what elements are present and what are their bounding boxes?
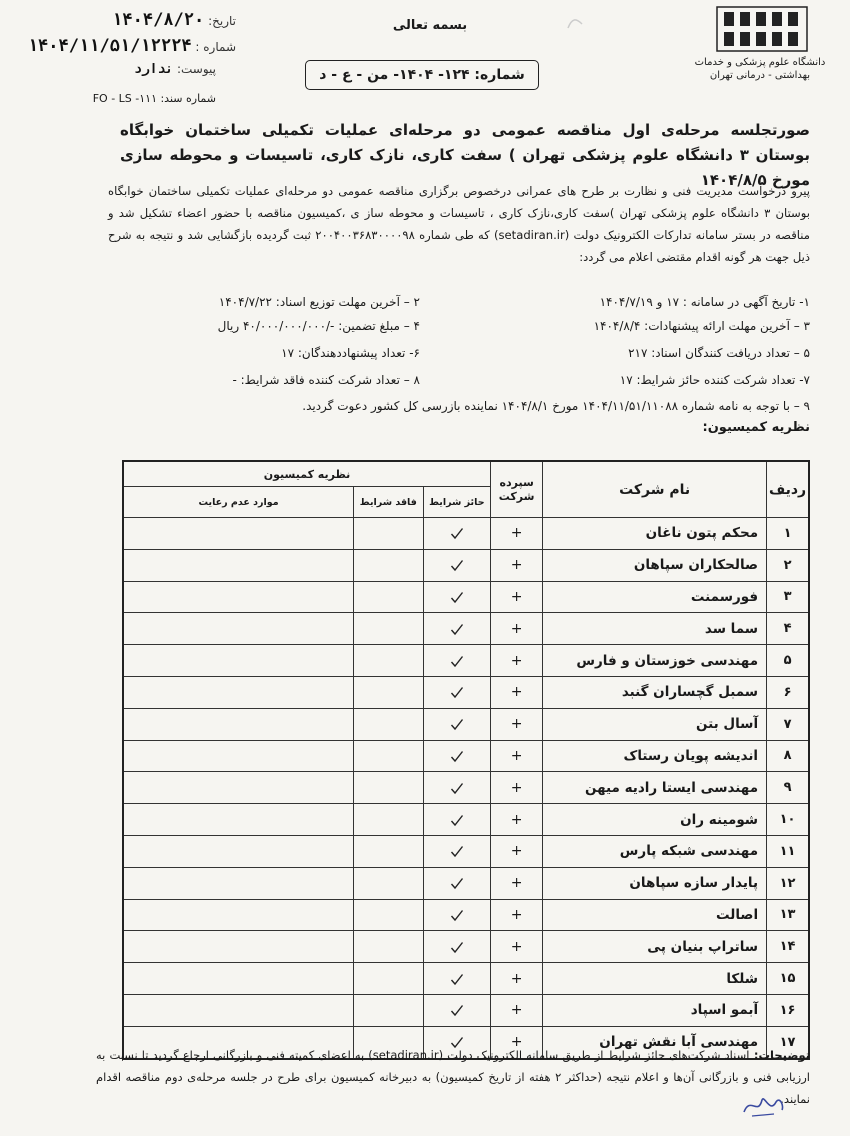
table-row <box>123 708 809 740</box>
qualified-cell <box>423 931 490 963</box>
row-number: ۴ <box>767 613 809 645</box>
unqualified-cell <box>354 676 424 708</box>
unqualified-cell <box>354 740 424 772</box>
row-number: ۵ <box>767 645 809 677</box>
qualified-cell <box>423 645 490 677</box>
company-name: شلکا <box>543 963 767 995</box>
attachment-label: پیوست: <box>173 62 216 76</box>
university-logo-icon <box>716 6 808 52</box>
company-name: سمبل گچساران گنبد <box>543 676 767 708</box>
deposit-mark: + <box>491 645 543 677</box>
detail-item: ۲ – آخرین مهلت توزیع اسناد: ۱۴۰۴/۷/۲۲ <box>218 295 420 309</box>
unqualified-cell <box>354 931 424 963</box>
deposit-mark: + <box>491 867 543 899</box>
row-number: ۱۱ <box>767 835 809 867</box>
doc-number: شماره سند: ۱۱۱- FO - LS <box>92 92 216 105</box>
date-label: تاریخ: <box>204 14 236 28</box>
checkmark-icon <box>450 973 464 986</box>
row-number: ۱ <box>767 518 809 550</box>
table-row <box>123 549 809 581</box>
date-value: ۱۴۰۴/۸/۲۰ <box>112 10 205 30</box>
unqualified-cell <box>354 581 424 613</box>
company-name: شومینه ران <box>543 804 767 836</box>
checkmark-icon <box>450 686 464 699</box>
header-commission: نظریه کمیسیون <box>123 461 491 487</box>
unqualified-cell <box>354 867 424 899</box>
table-row <box>123 613 809 645</box>
detail-item: ۳ – آخرین مهلت ارائه پیشنهادات: ۱۴۰۴/۸/۴ <box>593 319 810 333</box>
notes-paragraph <box>96 1044 810 1110</box>
qualified-cell <box>423 613 490 645</box>
noncompliance-cell <box>123 931 354 963</box>
noncompliance-cell <box>123 708 354 740</box>
noncompliance-cell <box>123 581 354 613</box>
qualified-cell <box>423 676 490 708</box>
company-name: سما سد <box>543 613 767 645</box>
qualified-cell <box>423 581 490 613</box>
row-number: ۱۵ <box>767 963 809 995</box>
row-number: ۳ <box>767 581 809 613</box>
company-name: اصالت <box>543 899 767 931</box>
detail-item: ۱- تاریخ آگهی در سامانه : ۱۷ و ۱۴۰۴/۷/۱۹ <box>599 295 810 309</box>
row-number: ۱۳ <box>767 899 809 931</box>
table-row <box>123 931 809 963</box>
detail-item: ۸ – تعداد شرکت کننده فاقد شرایط: - <box>232 373 420 387</box>
row-number: ۶ <box>767 676 809 708</box>
noncompliance-cell <box>123 804 354 836</box>
notes-label: توضیحات: <box>749 1048 810 1062</box>
noncompliance-cell <box>123 899 354 931</box>
row-number: ۸ <box>767 740 809 772</box>
checkmark-icon <box>450 782 464 795</box>
signature-icon <box>740 1086 788 1122</box>
noncompliance-cell <box>123 867 354 899</box>
header-deposit: سپرده شرکت <box>491 461 543 518</box>
unqualified-cell <box>354 899 424 931</box>
noncompliance-cell <box>123 740 354 772</box>
noncompliance-cell <box>123 835 354 867</box>
table-row <box>123 740 809 772</box>
deposit-mark: + <box>491 676 543 708</box>
row-number: ۱۰ <box>767 804 809 836</box>
detail-item: ۷- تعداد شرکت کننده حائز شرایط: ۱۷ <box>619 373 810 387</box>
qualified-cell <box>423 899 490 931</box>
intro-paragraph: پیرو درخواست مدیریت فنی و نظارت بر طرح های عمرانی درخصوص برگزاری مناقصه عمومی دو مرحله‌ای عملیات تکمیلی ساختمان خوابگاه بوستان ۳ دانشگاه علوم پزشکی تهران )سفت کاری،نازک کاری ، تاسیسات و محوطه ساز ی ،کمیسیون مناقصه با حضور اعضاء تشکیل شد و مناقصه در بستر سامانه تدارکات الکترونیک دولت (setadiran.ir) که طی شماره ۲۰۰۴۰۰۳۶۸۳۰۰۰۰۹۸ ثبت گردیده بازگشایی شد و نتیجه به شرح ذیل جهت هر گونه اقدام مقتضی اعلام می گردد: <box>108 184 811 264</box>
scribble-mark-icon <box>566 16 584 32</box>
checkmark-icon <box>450 718 464 731</box>
deposit-mark: + <box>491 899 543 931</box>
row-number: ۲ <box>767 549 809 581</box>
row-number: ۱۷ <box>767 1026 809 1058</box>
header-qualified: حائز شرایط <box>423 487 490 518</box>
basmala-heading: بسمه تعالی <box>392 18 468 33</box>
row-number: ۱۴ <box>767 931 809 963</box>
header-radif: ردیف <box>767 461 809 518</box>
noncompliance-cell <box>123 963 354 995</box>
deposit-mark: + <box>491 804 543 836</box>
qualified-cell <box>423 549 490 581</box>
table-row <box>123 581 809 613</box>
checkmark-icon <box>450 941 464 954</box>
checkmark-icon <box>450 845 464 858</box>
checkmark-icon <box>450 750 464 763</box>
noncompliance-cell <box>123 645 354 677</box>
companies-table <box>122 460 810 1060</box>
deposit-mark: + <box>491 708 543 740</box>
table-row <box>123 518 809 550</box>
checkmark-icon <box>450 877 464 890</box>
checkmark-icon <box>450 591 464 604</box>
noncompliance-cell <box>123 549 354 581</box>
company-name: آسال بتن <box>543 708 767 740</box>
company-name: صالحکاران سپاهان <box>543 549 767 581</box>
attachment-value: ندارد <box>134 62 174 77</box>
company-name: مهندسی ایستا رادیه میهن <box>543 772 767 804</box>
deposit-mark: + <box>491 963 543 995</box>
deposit-mark: + <box>491 581 543 613</box>
detail-item: ۴ – مبلغ تضمین: -/۴۰/۰۰۰/۰۰۰/۰۰۰ ریال <box>217 319 420 333</box>
qualified-cell <box>423 963 490 995</box>
deposit-mark: + <box>491 740 543 772</box>
row-number: ۱۲ <box>767 867 809 899</box>
header-company: نام شرکت <box>543 461 767 518</box>
checkmark-icon <box>450 909 464 922</box>
noncompliance-cell <box>123 772 354 804</box>
unqualified-cell <box>354 963 424 995</box>
row-number: ۹ <box>767 772 809 804</box>
companies-table-body <box>123 518 809 1059</box>
minutes-title: صورتجلسه مرحله‌ی اول مناقصه عمومی دو مرحله‌ای عملیات تکمیلی ساختمان خوابگاه بوستان ۳ دانشگاه علوم پزشکی تهران ) سفت کاری، نازک کاری، تاسیسات و محوطه سازی مورخ ۱۴۰۴/۸/۵ <box>120 121 810 189</box>
row-number: ۷ <box>767 708 809 740</box>
table-row <box>123 645 809 677</box>
noncompliance-cell <box>123 613 354 645</box>
qualified-cell <box>423 867 490 899</box>
noncompliance-cell <box>123 518 354 550</box>
company-name: فورسمنت <box>543 581 767 613</box>
inspection-notice: ۹ – با توجه به نامه شماره ۱۴۰۴/۱۱/۵۱/۱۱۰۸۸ مورخ ۱۴۰۴/۸/۱ نماینده بازرسی کل کشور دعوت گردید. <box>302 399 810 413</box>
unqualified-cell <box>354 518 424 550</box>
company-name: ساتراپ بنیان پی <box>543 931 767 963</box>
checkmark-icon <box>450 559 464 572</box>
company-name: آبمو اسپاد <box>543 994 767 1026</box>
company-name: اندیشه پویان رستاک <box>543 740 767 772</box>
deposit-mark: + <box>491 613 543 645</box>
qualified-cell <box>423 708 490 740</box>
company-name: محکم پتون ناغان <box>543 518 767 550</box>
unqualified-cell <box>354 835 424 867</box>
checkmark-icon <box>450 623 464 636</box>
qualified-cell <box>423 835 490 867</box>
unqualified-cell <box>354 645 424 677</box>
company-name: پایدار سازه سپاهان <box>543 867 767 899</box>
university-line-1: دانشگاه علوم پزشکی و خدمات <box>694 57 826 68</box>
date-line <box>26 10 236 30</box>
unqualified-cell <box>354 708 424 740</box>
deposit-mark: + <box>491 994 543 1026</box>
deposit-mark: + <box>491 518 543 550</box>
unqualified-cell <box>354 613 424 645</box>
commission-opinion-heading: نظریه کمیسیون: <box>702 420 810 435</box>
table-row <box>123 867 809 899</box>
deposit-mark: + <box>491 931 543 963</box>
qualified-cell <box>423 740 490 772</box>
deposit-mark: + <box>491 835 543 867</box>
noncompliance-cell <box>123 994 354 1026</box>
detail-item: ۵ – تعداد دریافت کنندگان اسناد: ۲۱۷ <box>628 346 810 360</box>
company-name: مهندسی شبکه پارس <box>543 835 767 867</box>
detail-item: ۶- تعداد پیشنهاددهندگان: ۱۷ <box>281 346 420 360</box>
notes-text: اسناد شرکت‌های حائز شرایط از طریق سامانه الکترونیک دولت (setadiran.ir) به اعضای کمیته فنی و بازرگانی ارجاع گردید تا نسبت به ارزیابی فنی و بازرگانی آن‌ها و اعلام نتیجه (حداکثر ۲ هفته از تاریخ کمیسیون) به دبیرخانه کمیسیون برای طرح در جلسه مرحله‌ی دوم مناقصه اقدام نمایند. <box>96 1048 810 1106</box>
table-row <box>123 835 809 867</box>
noncompliance-cell <box>123 676 354 708</box>
header-unqualified: فاقد شرایط <box>354 487 424 518</box>
deposit-mark: + <box>491 772 543 804</box>
deposit-mark: + <box>491 549 543 581</box>
qualified-cell <box>423 518 490 550</box>
row-number: ۱۶ <box>767 994 809 1026</box>
letter-number-box: شماره: ۱۲۴- ۱۴۰۴- من - ع - د <box>305 60 539 90</box>
number-label: شماره : <box>195 40 236 54</box>
table-row <box>123 963 809 995</box>
checkmark-icon <box>450 1004 464 1017</box>
attachment-line <box>26 62 216 77</box>
qualified-cell <box>423 804 490 836</box>
number-line <box>26 36 236 56</box>
checkmark-icon <box>450 655 464 668</box>
table-row <box>123 676 809 708</box>
unqualified-cell <box>354 772 424 804</box>
qualified-cell <box>423 994 490 1026</box>
unqualified-cell <box>354 549 424 581</box>
university-name <box>690 56 830 82</box>
university-line-2: بهداشتی - درمانی تهران <box>709 70 811 81</box>
company-name: مهندسی خوزستان و فارس <box>543 645 767 677</box>
checkmark-icon <box>450 814 464 827</box>
company-name: مهندسی آبا نقش تهران <box>543 1026 767 1058</box>
table-row <box>123 772 809 804</box>
number-value: ۱۴۰۴/۱۱/۵۱/۱۲۲۲۴ <box>27 36 192 56</box>
unqualified-cell <box>354 804 424 836</box>
checkmark-icon <box>450 527 464 540</box>
table-row <box>123 994 809 1026</box>
table-row <box>123 804 809 836</box>
qualified-cell <box>423 772 490 804</box>
table-row <box>123 899 809 931</box>
deposit-mark: + <box>491 1026 543 1058</box>
unqualified-cell <box>354 994 424 1026</box>
header-noncompliance: موارد عدم رعایت <box>123 487 354 518</box>
